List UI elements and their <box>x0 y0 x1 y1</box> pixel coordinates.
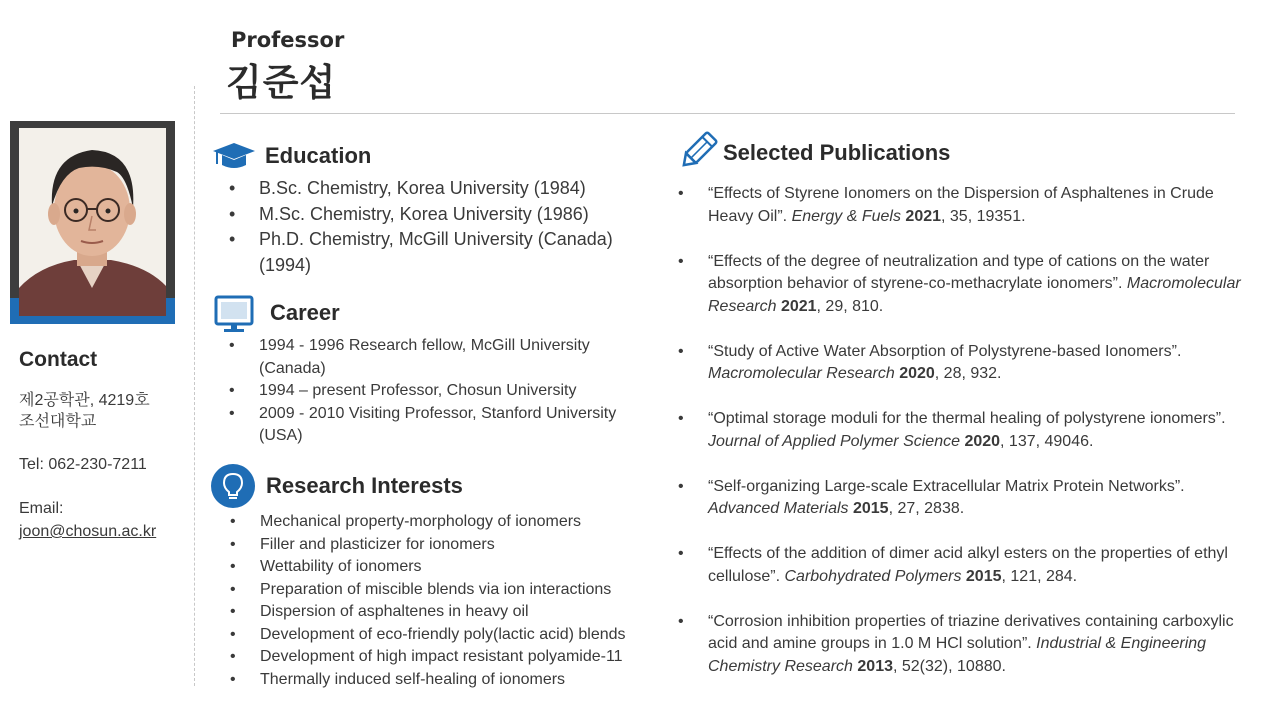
pub-volume: , 27, 2838. <box>888 500 965 517</box>
publication-item <box>678 183 1258 228</box>
pub-journal: Macromolecular Research <box>708 365 895 382</box>
education-list <box>229 176 649 278</box>
pub-volume: , 52(32), 10880. <box>892 657 1006 675</box>
list-item: • Mechanical property-morphology of ionomers <box>230 511 660 534</box>
publication-item <box>678 408 1258 453</box>
pub-journal: Carbohydrated Polymers <box>784 567 962 585</box>
pub-volume: , 121, 284. <box>1001 567 1078 585</box>
publications-list <box>678 183 1258 701</box>
list-item: • M.Sc. Chemistry, Korea University (1986) <box>229 202 649 228</box>
contact-address-line2: 조선대학교 <box>19 413 97 430</box>
pub-year: 2013 <box>857 657 893 675</box>
list-item: • 2009 - 2010 Visiting Professor, Stanford University (USA) <box>229 403 649 448</box>
contact-email-label: Email: <box>19 500 64 517</box>
list-item: • Preparation of miscible blends via ion interactions <box>230 579 660 602</box>
list-item: • Ph.D. Chemistry, McGill University (Canada) (1994) <box>229 227 649 278</box>
monitor-icon <box>213 294 255 334</box>
page-title: 김준섭 <box>226 61 337 104</box>
pub-year: 2020 <box>899 365 935 382</box>
list-item: • Development of eco-friendly poly(lactic acid) blends <box>230 624 660 647</box>
pub-volume: , 35, 19351. <box>941 207 1026 225</box>
list-item: • Development of high impact resistant polyamide-11 <box>230 646 660 669</box>
career-title: Career <box>270 300 340 325</box>
pub-volume: , 137, 49046. <box>1000 432 1094 450</box>
pub-journal: Energy & Fuels <box>791 207 901 225</box>
list-item: • Wettability of ionomers <box>230 556 660 579</box>
profile-photo <box>19 128 166 316</box>
publication-item <box>678 476 1258 521</box>
list-item: • 1994 - 1996 Research fellow, McGill University (Canada) <box>229 335 649 380</box>
publication-item <box>678 251 1258 319</box>
pencil-icon <box>678 130 718 172</box>
pub-title: “Self-organizing Large-scale Extracellular Matrix Protein Networks”. <box>708 477 1185 495</box>
page-role: Professor <box>231 28 345 52</box>
pub-journal: Advanced Materials <box>708 500 849 517</box>
header-divider <box>220 113 1235 114</box>
list-item: • 1994 – present Professor, Chosun University <box>229 380 649 403</box>
publications-title: Selected Publications <box>723 140 951 165</box>
publication-item <box>678 543 1258 588</box>
pub-year: 2015 <box>965 567 1002 585</box>
list-item: • Filler and plasticizer for ionomers <box>230 534 660 557</box>
list-item: • B.Sc. Chemistry, Korea University (1984) <box>229 176 649 202</box>
list-item: • Dispersion of asphaltenes in heavy oil <box>230 601 660 624</box>
column-divider <box>194 86 195 686</box>
pub-title: “Optimal storage moduli for the thermal healing of polystyrene ionomers”. <box>708 410 1226 427</box>
pub-volume: , 29, 810. <box>816 297 884 315</box>
contact-title: Contact <box>19 348 98 371</box>
pub-journal: Journal of Applied Polymer Science <box>708 432 960 450</box>
list-item: • Thermally induced self-healing of ionomers <box>230 669 660 692</box>
education-title: Education <box>265 143 372 168</box>
pub-title: “Study of Active Water Absorption of Polystyrene-based Ionomers”. <box>708 342 1182 360</box>
career-list <box>229 335 649 448</box>
pub-year: 2021 <box>905 207 942 225</box>
contact-tel: Tel: 062-230-7211 <box>19 456 147 473</box>
pub-journal: Macromolecular Research <box>708 275 1241 315</box>
pub-volume: , 28, 932. <box>934 365 1002 382</box>
contact-address-line1: 제2공학관, 4219호 <box>19 392 150 409</box>
pub-title: “Corrosion inhibition properties of triazine derivatives containing carboxylic acid and amine groups in 1.0 M HCl solution”. <box>708 612 1234 652</box>
publication-item <box>678 341 1258 386</box>
lightbulb-icon <box>210 463 256 509</box>
pub-year: 2020 <box>964 432 1001 450</box>
contact-email-link[interactable]: joon@chosun.ac.kr <box>19 523 157 540</box>
pub-journal: Industrial & Engineering Chemistry Research <box>708 635 1207 675</box>
pub-title: “Effects of Styrene Ionomers on the Dispersion of Asphaltenes in Crude Heavy Oil”. <box>708 185 1214 225</box>
publication-item <box>678 611 1258 679</box>
pub-title: “Effects of the degree of neutralization and type of cations on the water absorption behavior of styrene-co-methacrylate ionomers”. <box>708 252 1210 292</box>
research-title: Research Interests <box>266 473 463 498</box>
pub-year: 2015 <box>852 500 889 517</box>
graduation-cap-icon <box>212 140 256 172</box>
research-list <box>230 511 660 691</box>
pub-title: “Effects of the addition of dimer acid alkyl esters on the properties of ethyl cellulose”. <box>708 545 1228 585</box>
pub-year: 2021 <box>780 297 817 315</box>
